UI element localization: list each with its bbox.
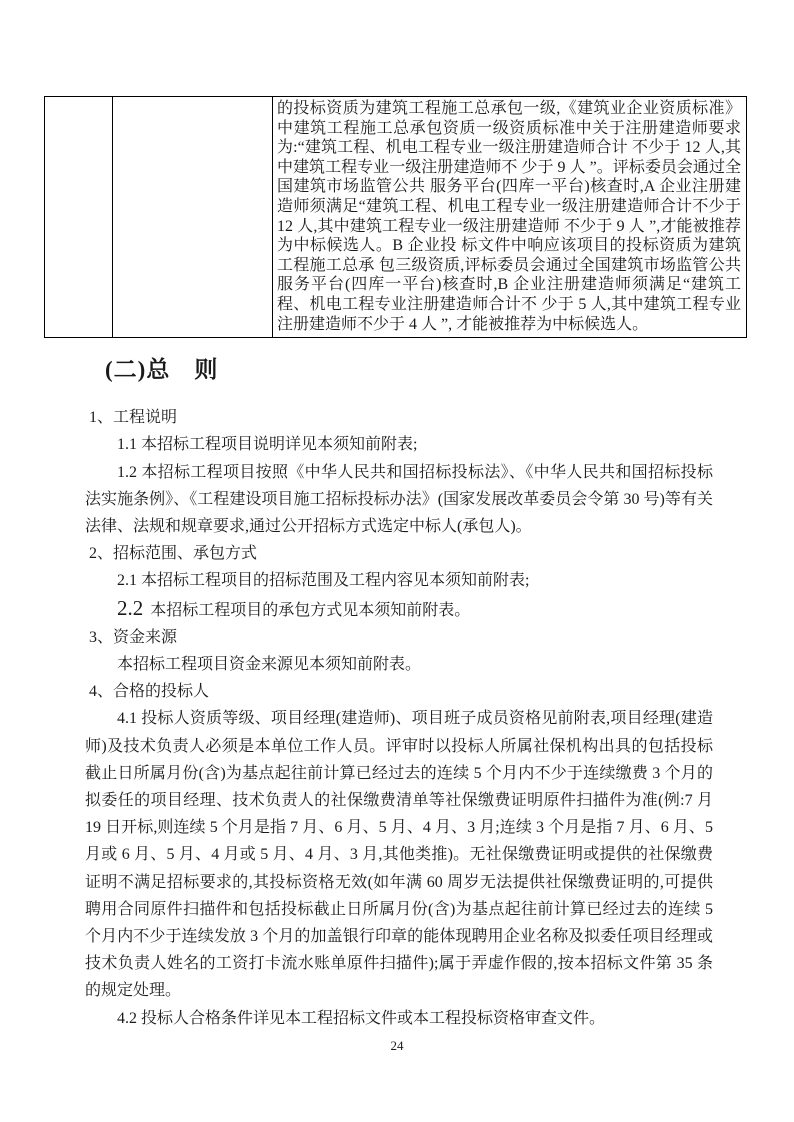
section-body: [85, 404, 713, 1032]
table-cell-empty-2: [113, 97, 273, 338]
paragraph-1-2: 1.2 本招标工程项目按照《中华人民共和国招标投标法》、《中华人民共和国招标投标法实施条例》、《工程建设项目施工招标投标办法》(国家发展改革委员会令第 30 号)等有关法律、法规和规章要求,通过公开招标方式选定中标人(承包人)。: [85, 463, 713, 535]
paragraph-4-2: 4.2 投标人合格条件详见本工程招标文件或本工程投标资格审查文件。: [117, 1009, 606, 1027]
paragraph-2-2: [85, 595, 713, 624]
paragraph-2-title: 2、招标范围、承包方式: [89, 545, 258, 563]
table-cell-empty-1: [45, 97, 113, 338]
table-cell-qualification-text: 的投标资质为建筑工程施工总承包一级,《建筑业企业资质标准》中建筑工程施工总承包资质一级资质标准中关于注册建造师要求为:“建筑工程、机电工程专业一级注册建造师合计 不少于 12 人,其中建筑工程专业一级注册建造师不 少于 9 人 ”。评标委员会通过全国建筑市场监管公共 服务平台(四库一平台)核查时,A 企业注册建造师须满足“建筑工程、机电工程专业一级注册建造师合计不少于 12 人,其中建筑工程专业一级注册建造师 不少于 9 人 ”,才能被推荐为中标候选人。B 企业投 标文件中响应该项目的投标资质为建筑工程施工总承 包三级资质,评标委员会通过全国建筑市场监管公共 服务平台(四库一平台)核查时,B 企业注册建造师须满足“建筑工程、机电工程专业注册建造师合计不 少于 5 人,其中建筑工程专业注册建造师不少于 4 人 ”, 才能被推荐为中标候选人。: [273, 97, 747, 338]
paragraph-1-1: 1.1 本招标工程项目说明详见本须知前附表;: [117, 436, 418, 454]
paragraph-3-title: 3、资金来源: [89, 628, 178, 646]
paragraph-2-1: 2.1 本招标工程项目的招标范围及工程内容见本须知前附表;: [117, 572, 530, 590]
paragraph-2-2-number: 2.2: [117, 595, 144, 620]
page-number: 24: [390, 1038, 404, 1053]
table-row: [45, 97, 747, 338]
paragraph-4-1: 4.1 投标人资质等级、项目经理(建造师)、项目班子成员资格见前附表,项目经理(建造师)及技术负责人必须是本单位工作人员。评审时以投标人所属社保机构出具的包括投标截止日所属月份(含)为基点起往前计算已经过去的连续 5 个月内不少于连续缴费 3 个月的拟委任的项目经理、技术负责人的社保缴费清单等社保缴费证明原件扫描件为准(例:7 月 19 日开标,则连续 5 个月是指 7 月、6 月、5 月、4 月、3 月;连续 3 个月是指 7 月、6 月、5 月或 6 月、5 月、4 月或 5 月、4 月、3 月,其他类推)。无社保缴费证明或提供的社保缴费证明不满足招标要求的,其投标资格无效(如年满 60 周岁无法提供社保缴费证明的,可提供聘用合同原件扫描件和包括投标截止日所属月份(含)为基点起往前计算已经过去的连续 5 个月内不少于连续发放 3 个月的加盖银行印章的能体现聘用企业名称及拟委任项目经理或技术负责人姓名的工资打卡流水账单原件扫描件);属于弄虚作假的,按本招标文件第 35 条的规定处理。: [85, 710, 713, 1000]
paragraph-4-title: 4、合格的投标人: [89, 683, 210, 701]
section-heading: (二)总 则: [105, 357, 219, 383]
continuation-table: [44, 96, 747, 338]
paragraph-1-title: 1、工程说明: [89, 409, 178, 427]
paragraph-3-1: 本招标工程项目资金来源见本须知前附表。: [117, 655, 422, 673]
paragraph-2-2-text: 本招标工程项目的承包方式见本须知前附表。: [150, 601, 471, 619]
